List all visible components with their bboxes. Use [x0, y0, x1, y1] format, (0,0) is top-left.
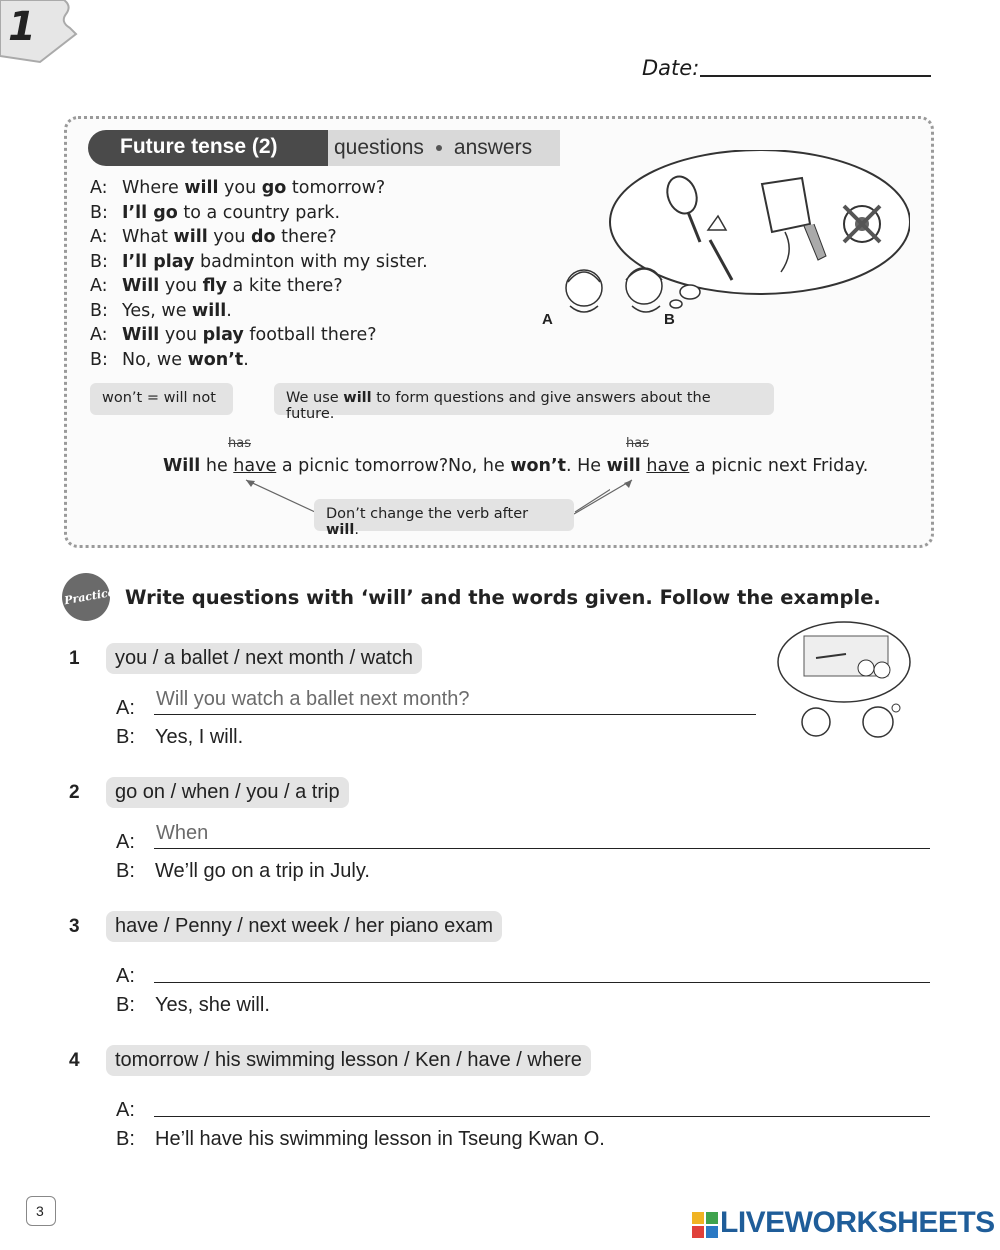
liveworksheets-logo: LIVEWORKSHEETS — [720, 1206, 995, 1239]
dialogue-text: No, we — [122, 349, 188, 370]
dialogue-text: tomorrow? — [286, 178, 386, 198]
answer-b-label: B: — [116, 860, 135, 882]
note-use-post: to form questions and give answers about the future. — [286, 390, 711, 422]
dialogue-text: there? — [275, 227, 337, 247]
note-wont: won’t = will not — [90, 383, 233, 415]
ex-a-3: . He — [566, 456, 607, 476]
ex-a-wont: won’t — [510, 456, 567, 476]
answer-b-text: Yes, she will. — [155, 994, 270, 1016]
dialogue-text: play — [153, 251, 195, 272]
subtitle-answers: answers — [453, 136, 533, 159]
note-use-pre: We use — [286, 390, 344, 406]
answer-a-text: Will you watch a ballet next month? — [156, 688, 470, 710]
label-kid-b: B — [664, 311, 675, 328]
note-verb-bold: will — [326, 522, 355, 538]
dialogue-text: you — [207, 227, 251, 247]
dialogue-speaker: B: — [90, 251, 108, 272]
dialogue-line — [90, 276, 343, 296]
dialogue-speaker: B: — [90, 300, 108, 321]
dialogue-text: fly — [202, 276, 227, 296]
dialogue-text: you — [159, 325, 203, 345]
dialogue-text: go — [153, 202, 178, 223]
answer-b-label: B: — [116, 994, 135, 1016]
answer-b-text: We’ll go on a trip in July. — [155, 860, 370, 882]
ex-q-verb: have — [233, 456, 277, 476]
answer-a-label: A: — [116, 831, 135, 853]
answer-a-input-line[interactable] — [154, 848, 930, 849]
dialogue-text: will — [192, 300, 227, 321]
dialogue-text: I’ll — [122, 251, 154, 272]
subtitle-questions: questions — [334, 136, 424, 159]
dialogue-line — [90, 203, 340, 223]
instruction: Write questions with ‘will’ and the words given. Follow the example. — [125, 586, 881, 609]
question-number: 1 — [69, 648, 80, 669]
question-number: 2 — [69, 782, 80, 803]
liveworksheets-logo-icon — [692, 1212, 718, 1238]
dialogue-speaker: A: — [90, 227, 108, 247]
answer-b-label: B: — [116, 1128, 135, 1150]
answer-b-text: He’ll have his swimming lesson in Tseung Kwan O. — [155, 1128, 605, 1150]
answer-b-text: Yes, I will. — [155, 726, 244, 748]
note-verb-pre: Don’t change the verb after — [326, 506, 529, 522]
ex-a-verb: have — [646, 456, 690, 476]
example-answer — [448, 456, 868, 476]
ex-q-will: Will — [163, 456, 201, 476]
dialogue-text: a kite there? — [226, 276, 343, 296]
date-label: Date: — [642, 56, 700, 80]
dialogue-text: to a country park. — [177, 202, 341, 223]
answer-a-label: A: — [116, 1099, 135, 1121]
thought-bubble-illustration — [540, 150, 910, 330]
dialogue-text: badminton with my sister. — [194, 251, 428, 272]
grammar-subtitle — [334, 136, 532, 160]
answer-a-text: When — [156, 822, 209, 844]
dialogue-speaker: A: — [90, 276, 108, 296]
dialogue-text: will — [184, 178, 219, 198]
label-kid-a: A — [542, 311, 553, 328]
example-question — [163, 456, 448, 476]
arrow-right — [570, 476, 640, 520]
answer-a-input-line[interactable] — [154, 982, 930, 983]
answer-b-label: B: — [116, 726, 135, 748]
dialogue-line — [90, 227, 337, 247]
dialogue-text: Where — [122, 178, 185, 198]
ex-a-will: will — [606, 456, 641, 476]
dialogue-text: you — [218, 178, 262, 198]
ex-q-rest: a picnic tomorrow? — [276, 456, 449, 476]
question-number: 4 — [69, 1050, 80, 1071]
dialogue-text: football there? — [243, 325, 377, 345]
note-use-bold: will — [343, 390, 372, 406]
date-input-line[interactable] — [700, 75, 931, 77]
dialogue-text: go — [261, 178, 287, 198]
dialogue-line — [90, 178, 385, 198]
dialogue-text: . — [226, 300, 232, 321]
dialogue-line — [90, 350, 249, 370]
question-words: have / Penny / next week / her piano exam — [106, 911, 502, 942]
note-verb-post: . — [354, 522, 359, 538]
question-number: 3 — [69, 916, 80, 937]
dialogue-speaker: B: — [90, 202, 108, 223]
dialogue-text: Will — [122, 276, 160, 296]
answer-a-label: A: — [116, 965, 135, 987]
ballet-illustration — [776, 618, 936, 748]
crossed-word-1: has — [228, 436, 251, 451]
practice-label: Practice — [63, 585, 116, 608]
dialogue-text: play — [202, 325, 244, 345]
bullet-dot-icon — [436, 145, 442, 151]
grammar-title: Future tense (2) — [120, 135, 278, 158]
unit-number: 1 — [8, 4, 36, 50]
dialogue-text: won’t — [187, 349, 244, 370]
dialogue-text: I’ll — [122, 202, 154, 223]
dialogue-speaker: A: — [90, 178, 108, 198]
ex-a-1: No, he — [448, 456, 511, 476]
dialogue-line — [90, 325, 377, 345]
dialogue-text: Yes, we — [122, 300, 193, 321]
dialogue-text: What — [122, 227, 174, 247]
answer-a-label: A: — [116, 697, 135, 719]
dialogue-text: . — [243, 349, 249, 370]
dialogue-text: you — [159, 276, 203, 296]
note-use-will — [274, 383, 774, 422]
dialogue-speaker: B: — [90, 349, 108, 370]
crossed-word-2: has — [626, 436, 649, 451]
answer-a-input-line[interactable] — [154, 1116, 930, 1117]
answer-a-input-line[interactable] — [154, 714, 756, 715]
dialogue-line — [90, 252, 428, 272]
question-words: go on / when / you / a trip — [106, 777, 349, 808]
note-dont-change-verb — [314, 499, 574, 538]
dialogue-text: Will — [122, 325, 160, 345]
dialogue-speaker: A: — [90, 325, 108, 345]
page-number: 3 — [36, 1203, 44, 1219]
ex-q-he: he — [200, 456, 234, 476]
question-words: you / a ballet / next month / watch — [106, 643, 422, 674]
ex-a-rest: a picnic next Friday. — [689, 456, 869, 476]
dialogue-text: will — [173, 227, 208, 247]
dialogue-line — [90, 301, 232, 321]
question-words: tomorrow / his swimming lesson / Ken / have / where — [106, 1045, 591, 1076]
dialogue-text: do — [251, 227, 276, 247]
